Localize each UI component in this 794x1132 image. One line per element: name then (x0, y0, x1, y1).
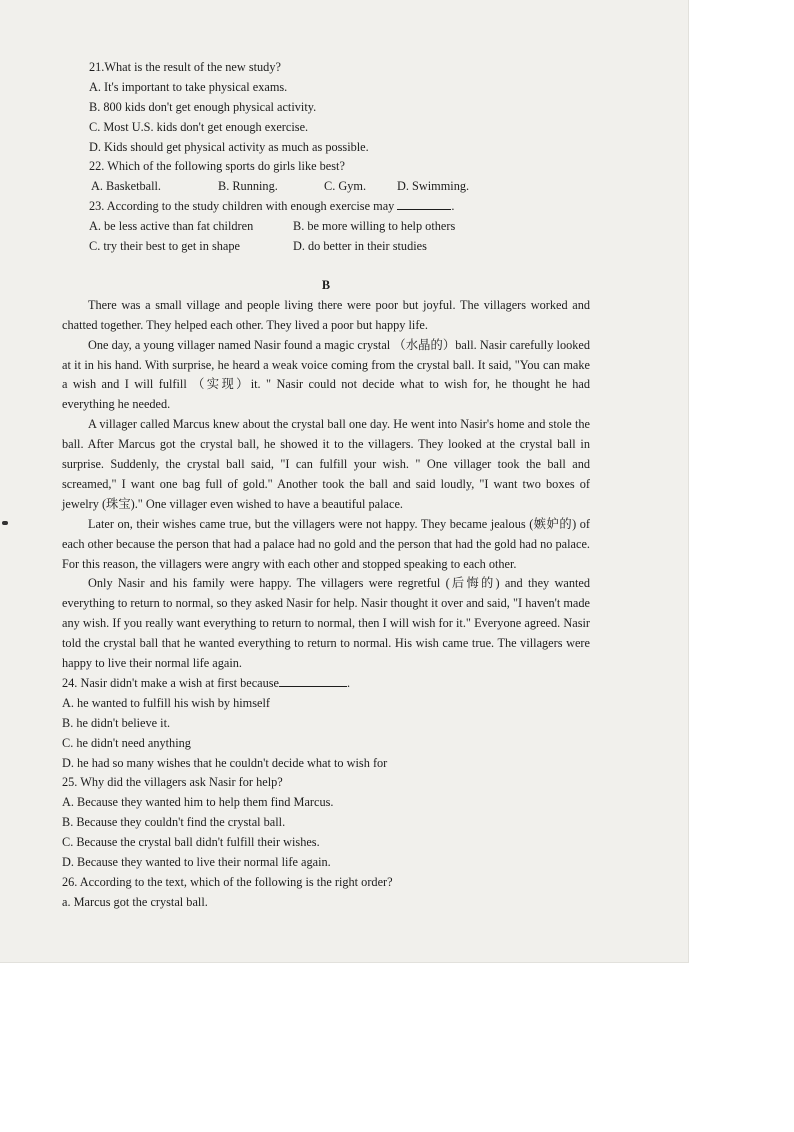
question-22-options (62, 177, 590, 197)
question-23-option-d: D. do better in their studies (293, 239, 427, 254)
question-24-stem (62, 674, 590, 694)
section-heading: B (321, 277, 331, 292)
question-25-option-b: B. Because they couldn't find the crystal ball. (62, 815, 286, 830)
question-23-options-row-1 (62, 217, 590, 237)
question-23-option-c: C. try their best to get in shape (89, 239, 240, 254)
answer-blank (397, 198, 451, 210)
question-24-option-d: D. he had so many wishes that he couldn't decide what to wish for (62, 755, 388, 770)
question-25-stem: 25. Why did the villagers ask Nasir for help? (62, 775, 283, 790)
passage-paragraph-1: There was a small village and people living there were poor but joyful. The villagers worked and chatted together. They helped each other. They lived a poor but happy life. (62, 297, 590, 332)
question-25-option-c: C. Because the crystal ball didn't fulfill their wishes. (62, 835, 320, 850)
question-22-stem: 22. Which of the following sports do girls like best? (89, 159, 345, 174)
passage-paragraph-2: One day, a young villager named Nasir found a magic crystal （水晶的）ball. Nasir carefully looked at it in his hand. With surprise, he heard a weak voice coming from the crystal ball. It said, "You can make a wish and I will fulfill （实现）it. " Nasir could not decide what to wish for, he thought he had everything he needed. (62, 337, 590, 412)
question-24-stem-end: . (347, 676, 351, 691)
question-23-stem-text: 23. According to the study children with enough exercise may (89, 199, 395, 214)
question-22-option-b: B. Running. (218, 179, 278, 194)
question-25-option-a: A. Because they wanted him to help them find Marcus. (62, 795, 334, 810)
question-23-option-b: B. be more willing to help others (293, 219, 456, 234)
question-22-option-c: C. Gym. (324, 179, 367, 194)
answer-blank (279, 675, 347, 687)
question-25-option-d: D. Because they wanted to live their normal life again. (62, 855, 331, 870)
question-23-stem-end: . (451, 199, 455, 214)
scan-edge-mark (2, 521, 8, 525)
question-26-item-a: a. Marcus got the crystal ball. (62, 894, 208, 909)
question-23-stem (62, 197, 590, 217)
question-21-option-c: C. Most U.S. kids don't get enough exercise. (89, 119, 309, 134)
question-24-stem-text: 24. Nasir didn't make a wish at first because (62, 676, 280, 691)
question-22-option-a: A. Basketball. (91, 179, 162, 194)
passage-paragraph-5: Only Nasir and his family were happy. The villagers were regretful (后悔的) and they wanted everything to return to normal, so they asked Nasir for help. Nasir thought it over and said, "I haven't made any wish. If you really want everything to return to normal, then I will wish for it." Everyone agreed. Nasir told the crystal ball that he wanted everything to return to normal. His wish came true. The villagers were happy to live their normal life again. (62, 576, 590, 671)
question-24-option-a: A. he wanted to fulfill his wish by himself (62, 695, 270, 710)
question-21-option-d: D. Kids should get physical activity as much as possible. (89, 139, 369, 154)
question-21-option-a: A. It's important to take physical exams. (89, 79, 288, 94)
question-23-option-a: A. be less active than fat children (89, 219, 254, 234)
question-23-options-row-2 (62, 237, 590, 257)
question-21-option-b: B. 800 kids don't get enough physical activity. (89, 99, 317, 114)
passage-paragraph-4: Later on, their wishes came true, but the villagers were not happy. They became jealous (嫉妒的) of each other because the person that had a palace had no gold and the person that had the gold had no palace. For this reason, the villagers were angry with each other and stopped speaking to each other. (62, 516, 590, 571)
passage-paragraph-3: A villager called Marcus knew about the crystal ball one day. He went into Nasir's home and stole the ball. After Marcus got the crystal ball, he showed it to the villagers. They looked at the crystal ball in surprise. Suddenly, the crystal ball said, "I can fulfill your wish. " One villager took the ball and screamed," I want one bag full of gold." Another took the ball and said loudly, "I want two boxes of jewelry (珠宝)." One villager even wished to have a beautiful palace. (62, 417, 590, 511)
question-21-stem: 21.What is the result of the new study? (89, 60, 281, 74)
question-26-stem: 26. According to the text, which of the following is the right order? (62, 874, 393, 889)
question-22-option-d: D. Swimming. (397, 179, 470, 194)
question-24-option-c: C. he didn't need anything (62, 735, 191, 750)
question-24-option-b: B. he didn't believe it. (62, 715, 171, 730)
page-content (62, 58, 590, 913)
